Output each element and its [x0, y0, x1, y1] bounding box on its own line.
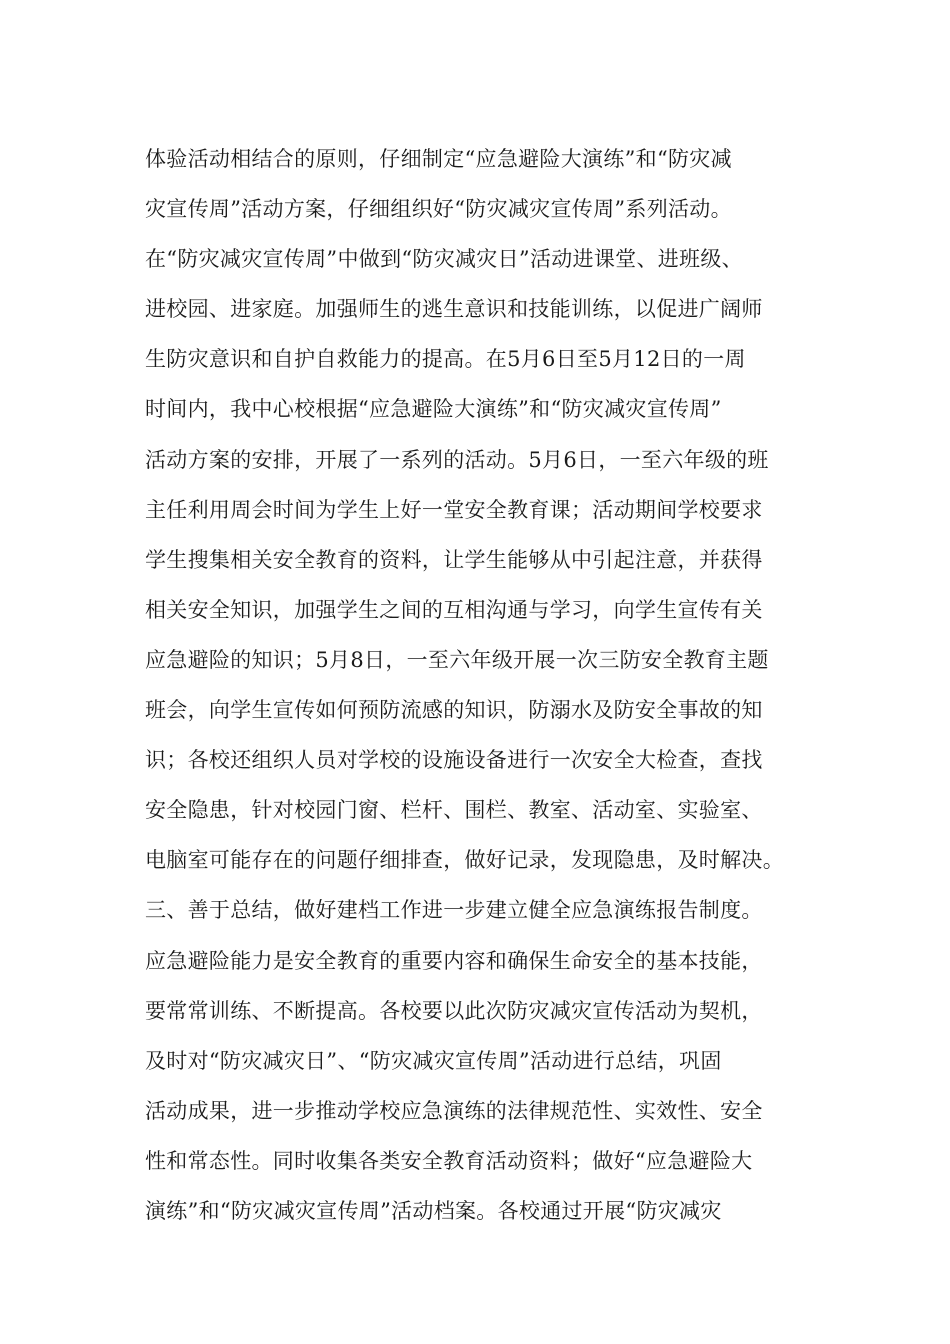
text-line: 灾宣传周”活动方案，仔细组织好“防灾减灾宣传周”系列活动。: [145, 197, 732, 222]
text-line: 主任利用周会时间为学生上好一堂安全教育课；活动期间学校要求: [145, 497, 763, 522]
text-line: 安全隐患，针对校园门窗、栏杆、围栏、教室、活动室、实验室、: [145, 798, 763, 823]
text-line: 应急避险的知识；5月8日，一至六年级开展一次三防安全教育主题: [145, 647, 769, 672]
text-line: 时间内，我中心校根据“应急避险大演练”和“防灾减灾宣传周”: [145, 397, 722, 422]
text-line: 演练”和“防灾减灾宣传周”活动档案。各校通过开展“防灾减灾: [145, 1198, 722, 1223]
text-line: 体验活动相结合的原则，仔细制定“应急避险大演练”和“防灾减: [145, 147, 732, 171]
text-line: 在“防灾减灾宣传周”中做到“防灾减灾日”活动进课堂、进班级、: [145, 247, 743, 272]
text-line: 生防灾意识和自护自救能力的提高。在5月6日至5月12日的一周: [145, 347, 746, 372]
text-line: 相关安全知识，加强学生之间的互相沟通与学习，向学生宣传有关: [145, 597, 763, 622]
text-line: 应急避险能力是安全教育的重要内容和确保生命安全的基本技能，: [145, 948, 763, 973]
section-heading-line: 三、善于总结，做好建档工作进一步建立健全应急演练报告制度。: [145, 898, 763, 923]
text-line: 进校园、进家庭。加强师生的逃生意识和技能训练，以促进广阔师: [145, 297, 763, 322]
text-line: 学生搜集相关安全教育的资料，让学生能够从中引起注意，并获得: [145, 547, 763, 572]
text-line: 电脑室可能存在的问题仔细排查，做好记录，发现隐患，及时解决。: [145, 848, 784, 873]
text-line: 及时对“防灾减灾日”、“防灾减灾宣传周”活动进行总结，巩固: [145, 1048, 722, 1073]
text-line: 识；各校还组织人员对学校的设施设备进行一次安全大检查，查找: [145, 748, 763, 773]
text-line: 活动方案的安排，开展了一系列的活动。5月6日，一至六年级的班: [145, 447, 769, 472]
text-line: 要常常训练、不断提高。各校要以此次防灾减灾宣传活动为契机，: [145, 998, 763, 1023]
text-line: 活动成果，进一步推动学校应急演练的法律规范性、实效性、安全: [145, 1098, 763, 1123]
text-line: 性和常态性。同时收集各类安全教育活动资料；做好“应急避险大: [145, 1148, 753, 1173]
document-body: [145, 134, 845, 1236]
text-line: 班会，向学生宣传如何预防流感的知识，防溺水及防安全事故的知: [145, 698, 763, 723]
